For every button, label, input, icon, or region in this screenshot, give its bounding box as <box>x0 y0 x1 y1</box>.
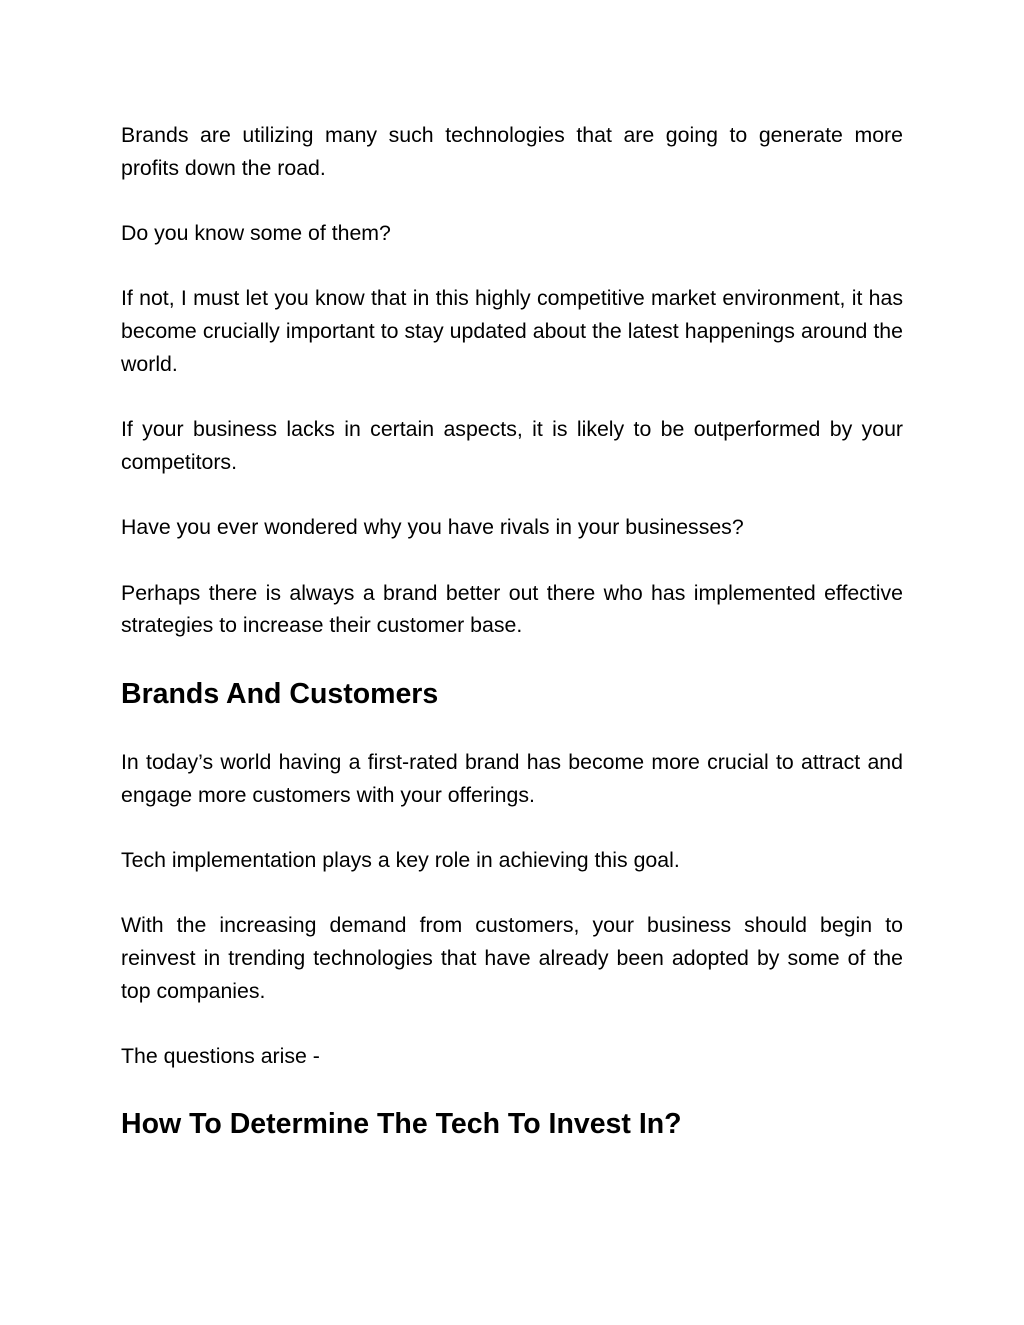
paragraph-question: Do you know some of them? <box>121 221 391 246</box>
paragraph-reinvest: With the increasing demand from customers, your business should begin to reinvest in trending technologies that have already been adopted by some of the top companies. <box>121 913 903 1003</box>
paragraph-rivals: Have you ever wondered why you have rivals in your businesses? <box>121 515 744 540</box>
paragraph-first-rated-brand: In today’s world having a first-rated brand has become more crucial to attract and engage more customers with your offerings. <box>121 749 903 807</box>
section-heading-brands-customers: Brands And Customers <box>121 677 439 710</box>
paragraph-outperformed: If your business lacks in certain aspects, it is likely to be outperformed by your competitors. <box>121 417 903 475</box>
paragraph-tech-implementation: Tech implementation plays a key role in achieving this goal. <box>121 847 680 872</box>
section-heading-tech-to-invest: How To Determine The Tech To Invest In? <box>121 1108 682 1141</box>
paragraph-questions-arise: The questions arise - <box>121 1044 320 1069</box>
paragraph-competitive-market: If not, I must let you know that in this highly competitive market environment, it has become crucially important to stay updated about the latest happenings around the world. <box>121 286 903 376</box>
paragraph-technologies: Brands are utilizing many such technologies that are going to generate more profits down the road. <box>121 123 903 180</box>
document-page <box>121 119 903 1176</box>
paragraph-better-brand: Perhaps there is always a brand better out there who has implemented effective strategies to increase their customer base. <box>121 580 903 638</box>
